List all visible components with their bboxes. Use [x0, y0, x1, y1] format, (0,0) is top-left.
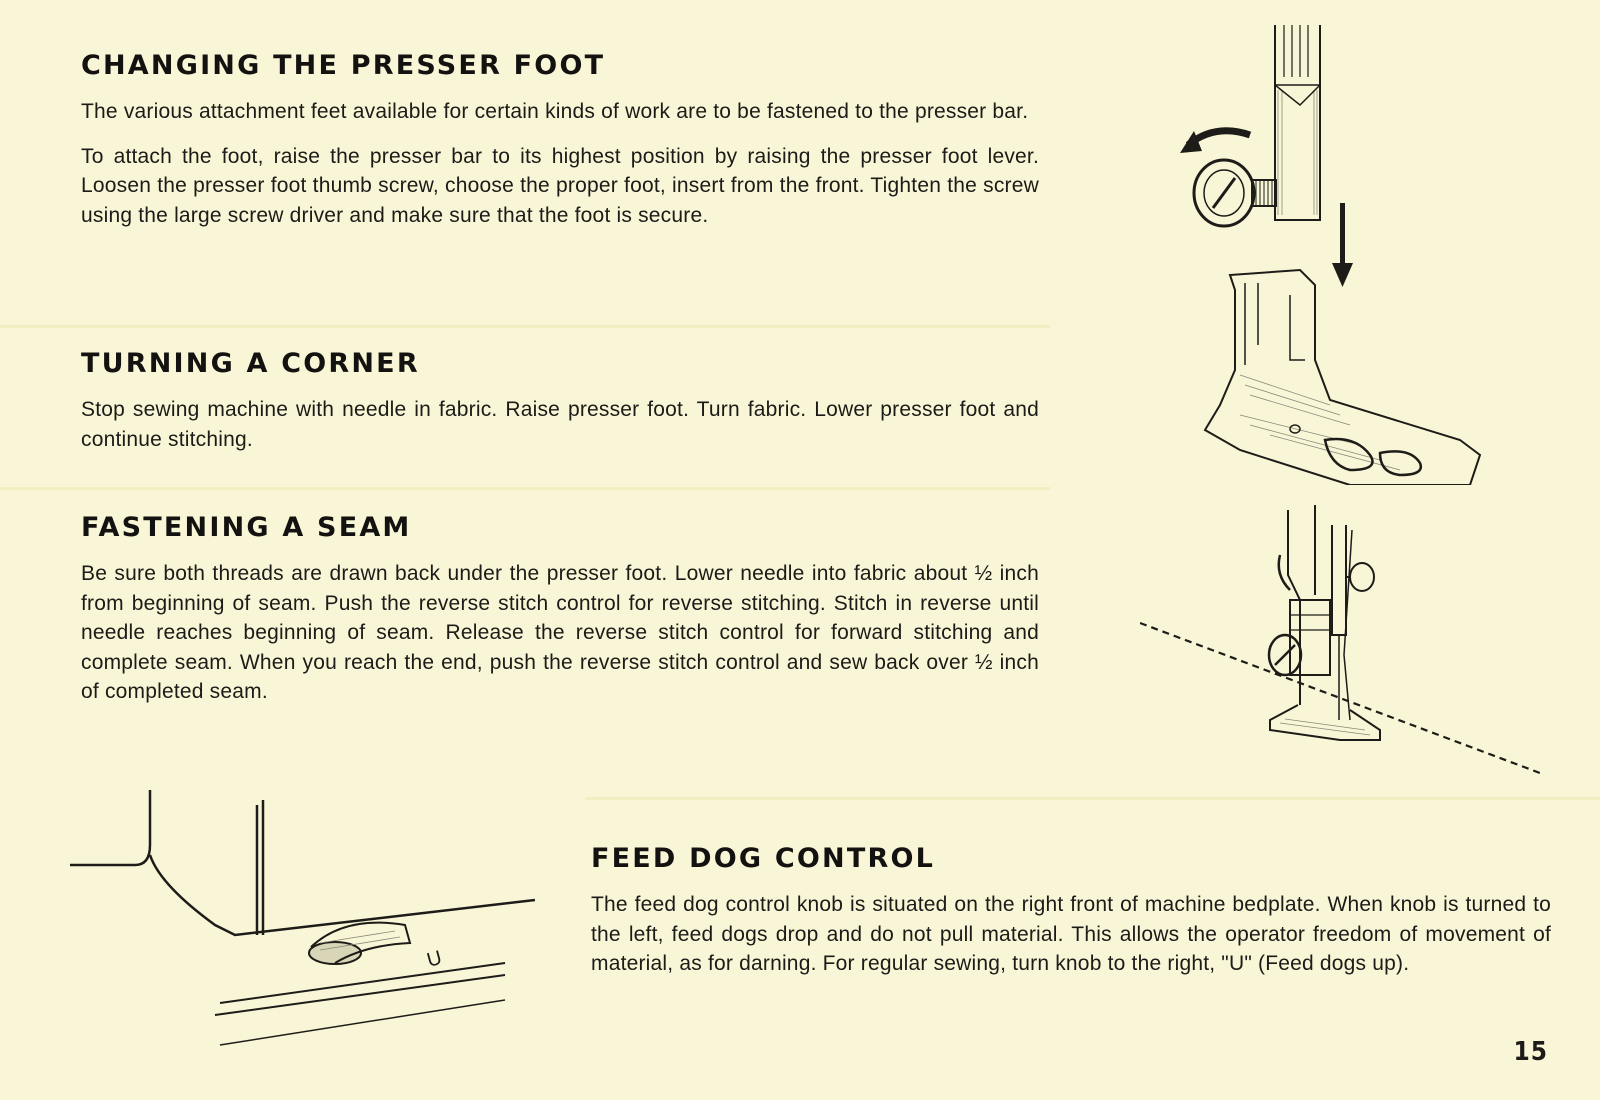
divider	[585, 797, 1600, 800]
feed-dog-knob	[309, 923, 410, 964]
machine-body-outline	[70, 790, 535, 1045]
section-fastening-seam	[81, 512, 1039, 722]
section-changing-presser-foot	[81, 50, 1039, 245]
paragraph: The feed dog control knob is situated on the right front of machine bedplate. When knob is turned to the left, feed dogs drop and do not pull material. This allows the operator freedom of movement of material, as for darning. For regular sewing, turn knob to the right, "U" (Feed dogs up).	[591, 893, 1551, 975]
paragraph: Be sure both threads are drawn back under the presser foot. Lower needle into fabric about ½ inch from beginning of seam. Push the reverse stitch control for reverse stitching. Stitch in reverse until needle reaches beginning of seam. Release the reverse stitch control for forward stitching and complete seam. When you reach the end, push the reverse stitch control and sew back over ½ inch of completed seam.	[81, 562, 1039, 703]
down-arrow-icon	[1332, 203, 1353, 287]
feed-dog-knob-illustration	[65, 785, 535, 1055]
page-number: 15	[1513, 1037, 1548, 1067]
section-title: FEED DOG CONTROL	[591, 843, 935, 874]
presser-foot-attach-illustration	[1180, 15, 1510, 485]
needle-assembly	[1269, 505, 1380, 740]
section-turning-corner	[81, 348, 1039, 469]
paragraph: Stop sewing machine with needle in fabric. Raise presser foot. Turn fabric. Lower presser foot and continue stitching.	[81, 398, 1039, 451]
presser-foot	[1205, 270, 1480, 485]
thumb-screw	[1194, 160, 1276, 226]
section-title: FASTENING A SEAM	[81, 512, 412, 543]
section-feed-dog-control	[591, 843, 1551, 994]
seam-needle-illustration	[1140, 505, 1540, 785]
paragraph: The various attachment feet available for certain kinds of work are to be fastened to the presser bar.	[81, 100, 1029, 123]
paragraph: To attach the foot, raise the presser bar to its highest position by raising the presser foot lever. Loosen the presser foot thumb screw, choose the proper foot, insert from the front. Tighten the screw using the large screw driver and make sure that the foot is secure.	[81, 144, 1039, 227]
knob-label-u: U	[424, 946, 445, 972]
divider	[0, 325, 1050, 328]
divider	[0, 487, 1050, 490]
section-title: TURNING A CORNER	[81, 348, 420, 379]
presser-bar	[1275, 25, 1320, 220]
rotate-arrow-icon	[1180, 131, 1250, 153]
seam-line	[1140, 623, 1540, 773]
section-title: CHANGING THE PRESSER FOOT	[81, 50, 606, 81]
